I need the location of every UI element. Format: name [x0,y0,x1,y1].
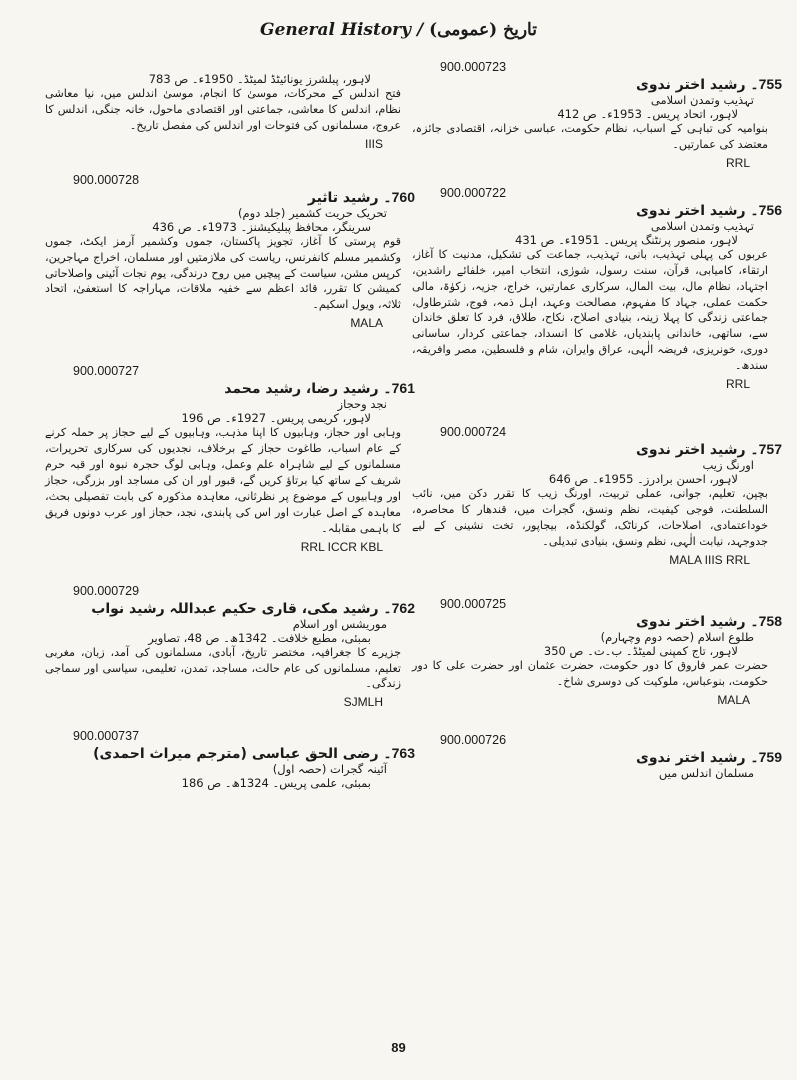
library-codes: IIIS [364,136,383,151]
entry-description: حضرت عمر فاروق کا دور حکومت، حضرت عثمان اور حضرت علی کا دور حکومت، بنوعباس، ملوکیت کی دوسری شاخ۔ [412,658,768,688]
entry-heading: 756۔ رشید اختر ندوی [635,201,782,219]
left-column [45,72,415,790]
entry-number: 758 [758,612,782,629]
entry-imprint: لاہور، اتحاد پریس۔ 1953ء۔ ص 412 [557,107,738,121]
catalog-entry [45,364,415,553]
entry-author: رشید اختر ندوی [635,77,746,93]
entry-imprint: لاہور، منصور پرنٹنگ پریس۔ 1951ء۔ ص 431 [515,232,738,247]
entry-heading: 761۔ رشید رضا، رشید محمد [224,380,415,398]
catalog-entry [412,186,782,391]
library-codes: SJMLH [343,695,383,710]
entry-title: نجد وحجاز [337,397,387,412]
entry-imprint: لاہور، کریمی پریس۔ 1927ء۔ ص 196 [181,411,371,426]
entry-imprint: لاہور، پبلشرز یونائیٹڈ لمیٹڈ۔ 1950ء۔ ص 783 [148,72,371,86]
entry-heading: 757۔ رشید اختر ندوی [635,441,782,459]
page-header [0,20,797,40]
entry-imprint: بمبئی، علمی پریس۔ 1324ھ۔ ص 186 [181,776,371,791]
entry-number: 755 [758,76,782,92]
entry-title: طلوع اسلام (حصہ دوم وچہارم) [600,629,754,644]
catalog-entry [45,72,415,151]
library-codes: RRL ICCR KBL [300,539,383,554]
entry-heading: 755۔ رشید اختر ندوی [635,76,782,93]
entry-author: رشید اختر ندوی [635,749,746,766]
entry-imprint: سرینگر، محافظ پبلیکیشنز۔ 1973ء۔ ص 436 [152,219,371,234]
header-title-en: General History / [260,20,424,40]
entry-author: رشید تاثیر [307,189,379,206]
entry-heading: 760۔ رشید تاثیر [307,188,415,206]
entry-imprint: لاہور، احسن برادرز۔ 1955ء۔ ص 646 [548,472,738,487]
library-codes: MALA [350,316,383,331]
accession-number: 900.000726 [440,732,507,747]
accession-number: 900.000723 [440,60,507,74]
header-title-ur: تاریخ (عمومی) [429,20,537,40]
library-codes: MALA [717,692,750,707]
library-codes: RRL [725,377,750,392]
entry-heading: 758۔ رشید اختر ندوی [635,612,782,630]
entry-heading: 762۔ رشید مکی، قاری حکیم عبداللہ رشید نواب [91,599,415,617]
entry-number: 763 [391,745,415,762]
page-number: 89 [391,1040,406,1055]
entry-title: آئینہ گجرات (حصہ اول) [272,762,387,777]
catalog-entry [412,733,782,780]
accession-number: 900.000725 [440,596,507,611]
library-codes: MALA IIIS RRL [669,552,750,567]
entry-number: 761 [391,380,415,397]
accession-number: 900.000729 [73,583,140,598]
entry-description: فتح اندلس کے محرکات، موسیٰ کا انجام، موسیٰ اندلس میں، نیا معاشی نظام، اندلس کا معاشی، جماعتی اور اقتصادی ماحول، خانہ جنگی، اندلس کا عروج، مسلمانوں کی فتوحات اور اندلس کی مفصل تاریخ۔ [45,87,401,132]
entry-number: 756 [758,201,782,218]
entry-author: رشید اختر ندوی [635,202,746,219]
entry-title: موریشس اور اسلام [292,616,387,631]
entry-description: قوم پرستی کا آغاز، تجویز پاکستان، جموں وکشمیر آرمز ایکٹ، جموں وکشمیر مسلم کانفرنس، ریاست کی ملازمتیں اور مسلمان، اخراج مہاجرین، کرپس مشن، سیاست کے پیچیں میں روح درندگی، یوم نجات آئینی واصلاحاتی کمیشن کا تقرر، قائد اعظم سے خفیہ ملاقات، مہاراجہ کا استعفیٰ، اتحاد ثلاثہ، ویول اسکیم۔ [45,234,401,312]
entry-heading: 763۔ رضی الحق عباسی (مترجم میراث احمدی) [93,745,415,763]
accession-number: 900.000728 [73,172,140,187]
entry-number: 760 [391,188,415,205]
entry-description: جزیرے کا جغرافیہ، مختصر تاریخ، آبادی، مسلمانوں کی آمد، زبان، مغربی تعلیم، مسلمانوں کی عام حالت، مساجد، تمدن، تعلیمی، سیاسی اور سماجی زندگی۔ [45,645,401,691]
entry-number: 757 [758,441,782,458]
right-column [412,60,782,780]
library-codes: RRL [725,155,750,170]
accession-number: 900.000737 [73,729,140,744]
entry-author: رشید اختر ندوی [635,613,746,630]
entry-description: بچپن، تعلیم، جوانی، عملی تربیت، اورنگ زیب کا تقرر دکن میں، نائب السلطنت، فوجی کیفیت، نظم ونسق، گجرات میں، قندھار کا محاصرہ، خوداعتمادی، اصلاحات، کرناٹک، گولکنڈہ، بیجاپور، تخت نشینی کے لیے جدوجہد، نیابت الٰہی، نظم ونسق، بنیادی تبدیلی۔ [412,487,768,548]
entry-author: رشید اختر ندوی [635,442,746,459]
entry-description: وہابی اور حجاز، وہابیوں کا اپنا مذہب، وہابیوں کے لیے حجاز پر حملہ کرنے کے عام اسباب، طاغوت حجاز کے برخلاف، نجدیوں کی سرکاری تحریرات، مسلمانوں کے لیے شاہراہ علم وعمل، وہابی لوگ حجرہ نبوہ اور قبہ حرم شریف کے ساتھ کیا برتاؤ کریں گے، قبور اور ان کی مساجد اور بزرگی، حجاز اور وہابیوں کے موضوع پر نظرثانی، معاہدہ مذکورہ کی بابت تفصیلی بحث، معاہدہ کے اصل عبارت اور اس کی پابندی، نجد، حجاز اور عرب دونوں فریق کا باہمی مقابلہ۔ [45,426,401,535]
catalog-entry [412,425,782,567]
catalog-entry [45,729,415,790]
entry-imprint: لاہور، تاج کمپنی لمیٹڈ۔ ب۔ت۔ ص 350 [543,643,738,658]
entry-number: 759 [758,748,782,765]
entry-description: عربوں کی پہلی تہذیب، بانی، تہذیب، جماعت کی تشکیل، مدنیت کا آغاز، ارتقاء، کامیابی، قرآن، سنت رسول، شورٰی، انتخاب امیر، خلفائے راشدین، اجتہاد، نظام مال، بیت المال، سرکاری عمارتیں، خراج، جزیہ، زکوٰۃ، مالی حکمت عملی، جہاد کا مفہوم، مصالحت وعہد، اہل ذمہ، فوج، شترطاول، جماعتی زندگی کا پہلا زینہ، بنیادی اصلاح، نکاح، طلاق، فرد کا تعلق خاندان سے، ساتھی، خاندانی پابندیاں، غلامی کا انسداد، جماعتی کردار، ساسانی دوری، خونریزی، فریضہ الٰہی، عراق وایران، شام و فلسطین، مصر وافریقہ، سندھ۔ [412,247,768,373]
entry-title: تحریک حریت کشمیر (جلد دوم) [238,205,387,220]
catalog-entry [45,173,415,331]
entry-number: 762 [391,599,415,616]
entry-title: تہذیب وتمدن اسلامی [650,218,754,233]
entry-imprint: بمبئی، مطبع خلافت۔ 1342ھ۔ ص 48، تصاویر [148,630,371,645]
accession-number: 900.000727 [73,364,140,379]
entry-title: مسلمان اندلس میں [658,765,754,780]
catalog-entry [412,60,782,170]
catalog-entry [412,597,782,707]
accession-number: 900.000724 [440,425,507,440]
catalog-entry [45,584,415,710]
entry-heading: 759۔ رشید اختر ندوی [635,748,782,766]
entry-author: رضی الحق عباسی (مترجم میراث احمدی) [93,746,379,763]
entry-title: تہذیب وتمدن اسلامی [650,93,754,107]
entry-author: رشید رضا، رشید محمد [224,381,379,398]
entry-title: اورنگ زیب [702,458,754,473]
accession-number: 900.000722 [440,185,507,200]
entry-author: رشید مکی، قاری حکیم عبداللہ رشید نواب [91,600,379,617]
entry-description: بنوامیہ کی تباہی کے اسباب، نظام حکومت، عباسی خزانہ، اقتصادی جائزہ، معتضد کی عمارتیں۔ [412,122,768,151]
